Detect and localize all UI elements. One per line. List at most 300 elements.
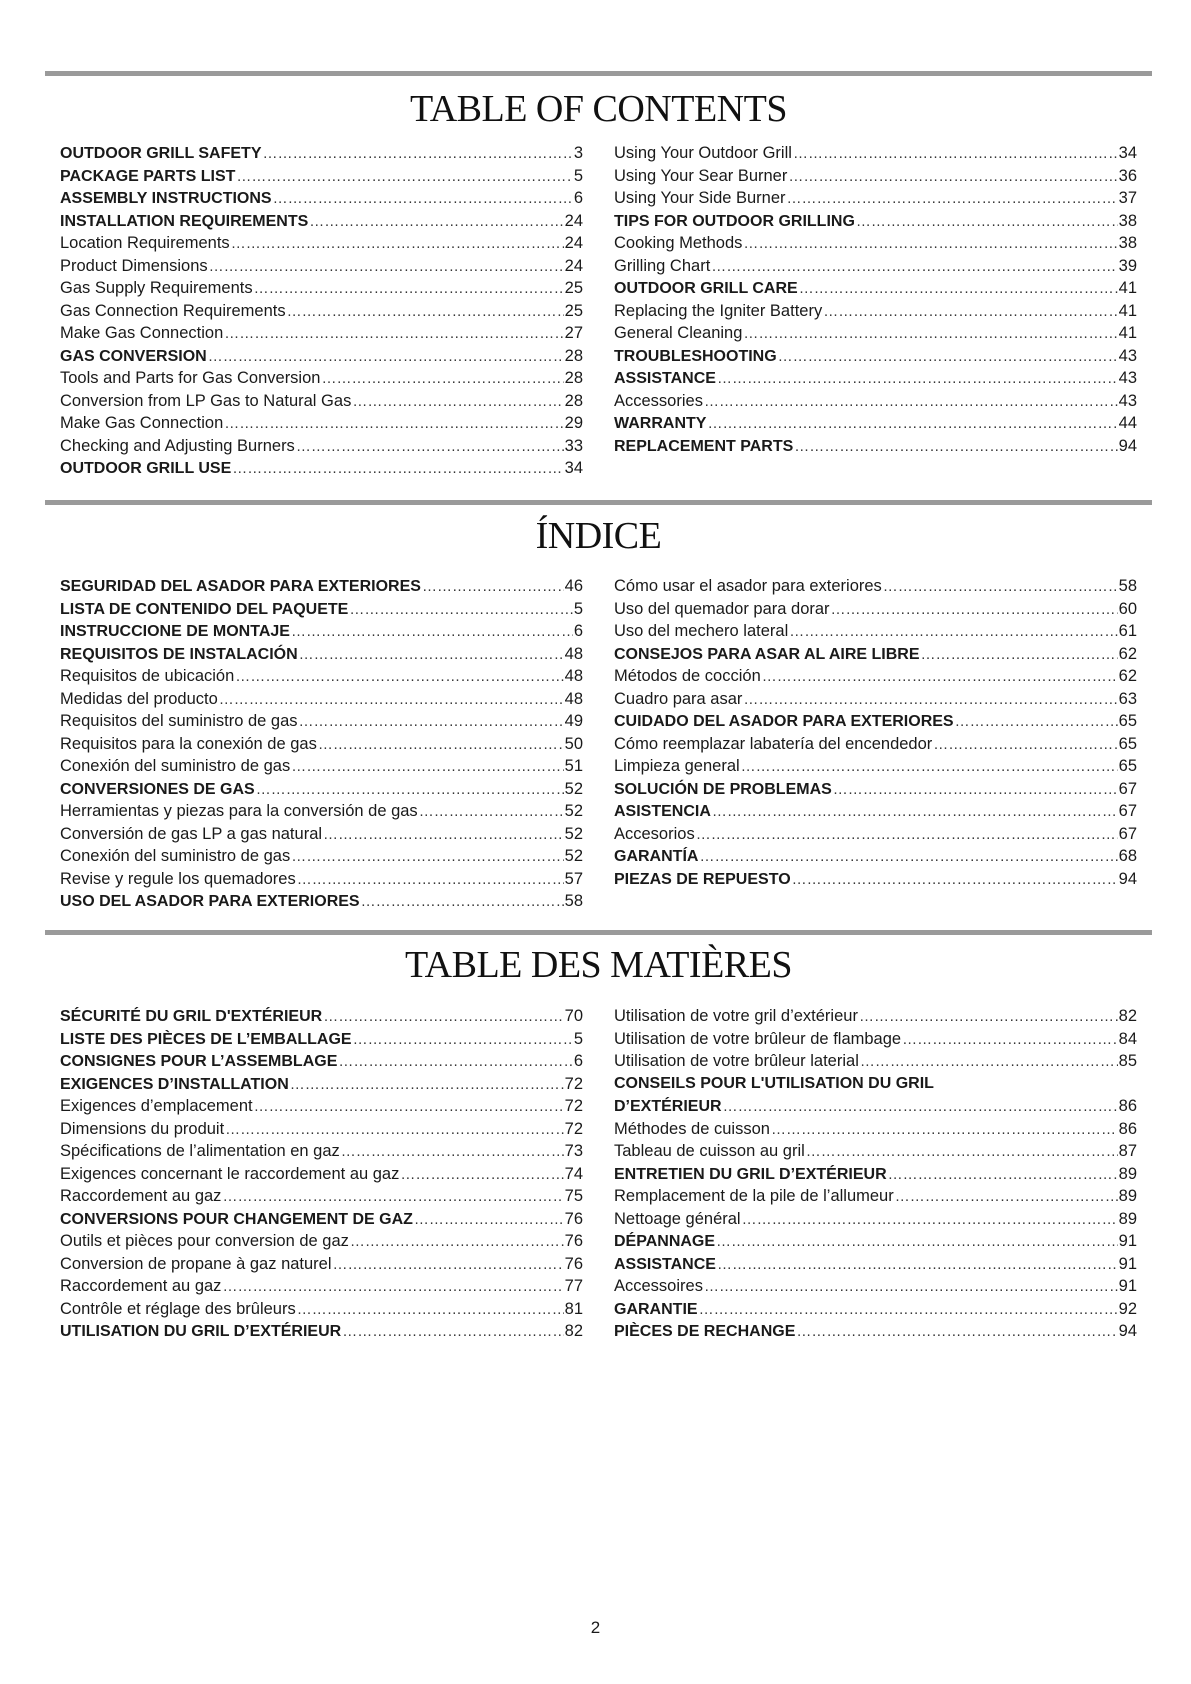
- toc-entry: [60, 1185, 583, 1208]
- toc-entry-page: 92: [1118, 1299, 1137, 1318]
- toc-entry-title: Requisitos para la conexión de gas: [60, 734, 317, 753]
- toc-dot-leader: [291, 846, 563, 868]
- toc-entry: [60, 1298, 583, 1321]
- toc-dot-leader: [224, 413, 563, 435]
- toc-dot-leader: [762, 666, 1118, 688]
- toc-entry-page: 63: [1118, 689, 1137, 708]
- toc-dot-leader: [883, 576, 1118, 598]
- toc-entry-title: PIEZAS DE REPUESTO: [614, 870, 791, 888]
- toc-entry-title: CONSEJOS PARA ASAR AL AIRE LIBRE: [614, 645, 920, 663]
- toc-entry-title: Raccordement au gaz: [60, 1277, 222, 1295]
- toc-dot-leader: [219, 689, 564, 711]
- toc-entry: [614, 688, 1137, 711]
- toc-entry: [60, 643, 583, 666]
- toc-entry: [614, 1208, 1137, 1231]
- toc-dot-leader: [823, 301, 1117, 323]
- toc-entry: [60, 1028, 583, 1051]
- toc-entry-title: Product Dimensions: [60, 256, 208, 275]
- toc-dot-leader: [799, 278, 1118, 300]
- toc-dot-leader: [400, 1164, 563, 1186]
- toc-entry-title: CUIDADO DEL ASADOR PARA EXTERIORES: [614, 713, 954, 730]
- toc-entry-title: Méthodes de cuisson: [614, 1119, 770, 1138]
- toc-entry-title: OUTDOOR GRILL SAFETY: [60, 145, 262, 162]
- toc-dot-leader: [743, 689, 1117, 711]
- toc-entry-page: 61: [1118, 622, 1137, 640]
- toc-entry: [60, 1118, 583, 1141]
- toc-entry-title: Conversión de gas LP a gas natural: [60, 824, 323, 843]
- toc-entry: [60, 778, 583, 801]
- toc-dot-leader: [696, 824, 1118, 846]
- toc-entry-title: Contrôle et réglage des brûleurs: [60, 1299, 296, 1318]
- toc-entry-page: 29: [564, 414, 583, 432]
- toc-entry-title: Tools and Parts for Gas Conversion: [60, 369, 321, 387]
- toc-entry-page: 28: [564, 369, 583, 387]
- toc-entry-title: REQUISITOS DE INSTALACIÓN: [60, 645, 298, 663]
- toc-dot-leader: [789, 621, 1117, 643]
- toc-dot-leader: [794, 436, 1117, 458]
- toc-entry-page: 5: [573, 166, 583, 185]
- toc-dot-leader: [338, 1051, 572, 1073]
- toc-dot-leader: [349, 599, 573, 621]
- toc-entry-page: 58: [564, 892, 583, 910]
- toc-dot-leader: [955, 711, 1118, 733]
- toc-entry-title: Utilisation de votre brûleur laterial: [614, 1052, 859, 1070]
- toc-entry-title: General Cleaning: [614, 324, 743, 342]
- toc-entry-title: Requisitos de ubicación: [60, 667, 235, 685]
- toc-entry-page: 76: [564, 1232, 583, 1250]
- toc-dot-leader: [222, 1186, 563, 1208]
- toc-entry-title: ENTRETIEN DU GRIL D’EXTÉRIEUR: [614, 1165, 887, 1183]
- toc-entry-page: 82: [1118, 1007, 1137, 1025]
- toc-entry: [614, 322, 1137, 345]
- toc-entry-title: ASSEMBLY INSTRUCTIONS: [60, 190, 272, 207]
- toc-dot-leader: [793, 143, 1118, 165]
- toc-entry: [60, 435, 583, 458]
- toc-entry-page: 48: [564, 644, 583, 663]
- toc-entry-title: Gas Connection Requirements: [60, 301, 286, 320]
- toc-entry-title: Accesorios: [614, 824, 695, 843]
- toc-dot-leader: [699, 846, 1117, 868]
- toc-entry-title: Conversion from LP Gas to Natural Gas: [60, 391, 352, 410]
- toc-dot-leader: [225, 1119, 563, 1141]
- toc-entry: [60, 755, 583, 778]
- toc-entry: [60, 1208, 583, 1231]
- toc-entry-page: 94: [1118, 436, 1137, 455]
- toc-entry-page: 68: [1118, 847, 1137, 865]
- section-title: ÍNDICE: [535, 515, 662, 557]
- toc-entry-page: 5: [573, 1029, 583, 1048]
- toc-dot-leader: [743, 233, 1117, 255]
- toc-entry-title: GARANTÍA: [614, 848, 699, 865]
- toc-entry-page: 28: [564, 391, 583, 410]
- toc-entry: [614, 1050, 1137, 1073]
- toc-entry-page: 27: [564, 324, 583, 342]
- toc-entry-title: Utilisation de votre brûleur de flambage: [614, 1029, 902, 1048]
- toc-dot-leader: [208, 346, 564, 368]
- toc-entry-page: 24: [564, 211, 583, 230]
- toc-entry-page: 91: [1118, 1254, 1137, 1273]
- toc-entry-title: Make Gas Connection: [60, 414, 224, 432]
- toc-entry-title: Gas Supply Requirements: [60, 279, 253, 297]
- toc-dot-leader: [323, 824, 564, 846]
- toc-entry: [60, 868, 583, 891]
- section-divider: [45, 930, 1152, 935]
- toc-entry-title: Conexión del suministro de gas: [60, 757, 291, 775]
- toc-entry: [614, 1073, 1137, 1096]
- toc-dot-leader: [291, 756, 563, 778]
- toc-entry-title: Conexión del suministro de gas: [60, 847, 291, 865]
- toc-entry: [60, 1163, 583, 1186]
- toc-entry-title: Using Your Sear Burner: [614, 166, 788, 185]
- toc-entry: [614, 575, 1137, 598]
- toc-entry: [60, 688, 583, 711]
- toc-dot-leader: [290, 1074, 564, 1096]
- toc-right-column: [614, 142, 1137, 457]
- toc-entry: [614, 868, 1137, 891]
- toc-entry-title: SOLUCIÓN DE PROBLEMAS: [614, 780, 832, 798]
- toc-entry-page: 67: [1118, 802, 1137, 820]
- toc-dot-leader: [361, 891, 564, 913]
- toc-entry-page: 89: [1118, 1209, 1137, 1228]
- toc-entry-page: 62: [1118, 644, 1137, 663]
- toc-entry: [60, 1073, 583, 1096]
- toc-dot-leader: [788, 166, 1117, 188]
- toc-entry-title: Checking and Adjusting Burners: [60, 436, 295, 455]
- toc-dot-leader: [273, 188, 573, 210]
- toc-entry-title: CONSIGNES POUR L’ASSEMBLAGE: [60, 1053, 338, 1070]
- toc-entry: [614, 1163, 1137, 1186]
- toc-entry-title: Exigences d’emplacement: [60, 1097, 253, 1115]
- toc-entry-title: ASISTENCIA: [614, 803, 711, 820]
- toc-entry-page: 44: [1118, 414, 1137, 432]
- toc-entry-page: 25: [564, 301, 583, 320]
- toc-dot-leader: [422, 576, 564, 598]
- toc-entry: [614, 1298, 1137, 1321]
- toc-dot-leader: [933, 734, 1117, 756]
- toc-entry-title: Cómo usar el asador para exteriores: [614, 577, 882, 595]
- toc-dot-leader: [741, 756, 1118, 778]
- toc-entry: [60, 1320, 583, 1343]
- toc-dot-leader: [856, 211, 1118, 233]
- toc-entry: [614, 778, 1137, 801]
- toc-entry-title: Using Your Side Burner: [614, 189, 786, 207]
- toc-entry-page: 52: [564, 824, 583, 843]
- toc-entry-title: Utilisation de votre gril d’extérieur: [614, 1007, 858, 1025]
- toc-entry: [60, 390, 583, 413]
- toc-entry: [614, 710, 1137, 733]
- toc-dot-leader: [309, 211, 563, 233]
- toc-dot-leader: [231, 233, 564, 255]
- toc-entry-title: EXIGENCES D’INSTALLATION: [60, 1075, 289, 1093]
- toc-entry-page: 60: [1118, 599, 1137, 618]
- toc-entry-page: 25: [564, 279, 583, 297]
- toc-entry: [614, 345, 1137, 368]
- toc-dot-leader: [831, 599, 1118, 621]
- toc-entry: [60, 187, 583, 210]
- toc-entry: [60, 345, 583, 368]
- toc-entry-title: Uso del quemador para dorar: [614, 599, 830, 618]
- toc-entry-page: 73: [564, 1142, 583, 1160]
- section-divider: [45, 71, 1152, 76]
- toc-dot-leader: [723, 1096, 1118, 1118]
- toc-entry-title: Raccordement au gaz: [60, 1187, 222, 1205]
- toc-entry-page: 75: [564, 1187, 583, 1205]
- toc-entry-page: 43: [1118, 369, 1137, 387]
- toc-entry-page: 43: [1118, 346, 1137, 365]
- toc-entry-page: 82: [564, 1322, 583, 1340]
- toc-dot-leader: [921, 644, 1118, 666]
- toc-entry: [614, 800, 1137, 823]
- toc-entry-page: 38: [1118, 234, 1137, 252]
- toc-entry-page: 43: [1118, 391, 1137, 410]
- toc-dot-leader: [704, 1276, 1118, 1298]
- toc-dot-leader: [299, 711, 564, 733]
- toc-entry-page: 24: [564, 256, 583, 275]
- toc-entry: [614, 390, 1137, 413]
- toc-entry-page: 49: [564, 712, 583, 730]
- toc-entry: [614, 165, 1137, 188]
- toc-entry-title: TIPS FOR OUTDOOR GRILLING: [614, 212, 855, 230]
- toc-entry-page: 67: [1118, 824, 1137, 843]
- toc-entry: [60, 300, 583, 323]
- toc-entry-page: 94: [1118, 869, 1137, 888]
- toc-entry-page: 65: [1118, 734, 1137, 753]
- toc-entry: [614, 142, 1137, 165]
- toc-dot-leader: [353, 1029, 573, 1051]
- toc-entry-page: 72: [564, 1119, 583, 1138]
- toc-entry-page: 65: [1118, 757, 1137, 775]
- toc-dot-leader: [707, 413, 1117, 435]
- toc-dot-leader: [350, 1231, 564, 1253]
- toc-entry: [60, 710, 583, 733]
- toc-dot-leader: [254, 1096, 564, 1118]
- toc-entry: [614, 1028, 1137, 1051]
- toc-entry-title: CONSEILS POUR L'UTILISATION DU GRIL: [614, 1074, 934, 1092]
- toc-entry: [60, 457, 583, 480]
- toc-dot-leader: [717, 1254, 1118, 1276]
- toc-entry: [614, 277, 1137, 300]
- toc-entry: [614, 643, 1137, 666]
- toc-entry-title: Accessories: [614, 391, 703, 410]
- toc-entry-title: Requisitos del suministro de gas: [60, 712, 298, 730]
- toc-entry-title: Exigences concernant le raccordement au gaz: [60, 1164, 400, 1183]
- toc-dot-leader: [224, 323, 563, 345]
- toc-entry: [60, 1005, 583, 1028]
- toc-entry-title: D’EXTÉRIEUR: [614, 1098, 722, 1115]
- toc-dot-leader: [414, 1209, 564, 1231]
- toc-entry: [614, 755, 1137, 778]
- toc-dot-leader: [262, 143, 572, 165]
- toc-entry-title: Grilling Chart: [614, 256, 711, 275]
- toc-entry: [614, 210, 1137, 233]
- toc-dot-leader: [318, 734, 564, 756]
- toc-entry-page: 48: [564, 689, 583, 708]
- toc-entry-title: Revise y regule los quemadores: [60, 869, 296, 888]
- toc-left-column: [60, 1005, 583, 1343]
- toc-entry-title: SÉCURITÉ DU GRIL D'EXTÉRIEUR: [60, 1008, 323, 1025]
- toc-entry-title: WARRANTY: [614, 415, 707, 432]
- toc-entry: [614, 1118, 1137, 1141]
- toc-entry-title: Remplacement de la pile de l’allumeur: [614, 1187, 894, 1205]
- toc-entry: [60, 232, 583, 255]
- toc-entry-title: CONVERSIONS POUR CHANGEMENT DE GAZ: [60, 1210, 413, 1228]
- toc-entry: [614, 1253, 1137, 1276]
- toc-entry: [614, 665, 1137, 688]
- toc-dot-leader: [742, 1209, 1118, 1231]
- toc-entry: [60, 1140, 583, 1163]
- toc-dot-leader: [711, 256, 1117, 278]
- toc-entry-page: 58: [1118, 577, 1137, 595]
- toc-entry: [614, 620, 1137, 643]
- toc-entry-title: LISTA DE CONTENIDO DEL PAQUETE: [60, 600, 349, 618]
- toc-entry-page: 34: [1118, 144, 1137, 162]
- section-title: TABLE OF CONTENTS: [410, 88, 787, 130]
- toc-entry: [60, 598, 583, 621]
- toc-entry-page: 36: [1118, 166, 1137, 185]
- toc-entry-page: 24: [564, 234, 583, 252]
- toc-entry: [614, 367, 1137, 390]
- toc-dot-leader: [235, 666, 563, 688]
- toc-entry: [614, 823, 1137, 846]
- toc-dot-leader: [699, 1299, 1118, 1321]
- toc-entry-page: 67: [1118, 779, 1137, 798]
- toc-entry-page: 48: [564, 667, 583, 685]
- toc-entry-page: 84: [1118, 1029, 1137, 1048]
- toc-entry-page: 72: [564, 1074, 583, 1093]
- toc-entry-title: ASSISTANCE: [614, 370, 716, 387]
- toc-entry-title: PACKAGE PARTS LIST: [60, 167, 236, 185]
- toc-dot-leader: [716, 1231, 1118, 1253]
- toc-entry-page: 33: [564, 436, 583, 455]
- toc-entry-page: 38: [1118, 211, 1137, 230]
- toc-entry: [614, 1320, 1137, 1343]
- toc-dot-leader: [895, 1186, 1118, 1208]
- toc-entry-title: ASSISTANCE: [614, 1255, 716, 1273]
- toc-entry-title: Cooking Methods: [614, 234, 743, 252]
- toc-entry-page: 39: [1118, 256, 1137, 275]
- toc-entry-page: 46: [564, 577, 583, 595]
- toc-entry-page: 41: [1118, 279, 1137, 297]
- toc-dot-leader: [297, 869, 564, 891]
- toc-dot-leader: [323, 1006, 563, 1028]
- toc-right-column: [614, 1005, 1137, 1343]
- toc-entry-page: 52: [564, 847, 583, 865]
- toc-entry: [614, 435, 1137, 458]
- toc-entry: [614, 1185, 1137, 1208]
- toc-left-column: [60, 575, 583, 913]
- toc-entry-title: INSTRUCCIONE DE MONTAJE: [60, 623, 290, 640]
- toc-entry: [60, 845, 583, 868]
- toc-entry-title: Cuadro para asar: [614, 689, 743, 708]
- toc-entry-title: CONVERSIONES DE GAS: [60, 780, 255, 798]
- toc-dot-leader: [299, 644, 564, 666]
- toc-entry: [614, 255, 1137, 278]
- toc-entry: [60, 1095, 583, 1118]
- toc-entry-title: INSTALLATION REQUIREMENTS: [60, 212, 309, 230]
- toc-dot-leader: [806, 1141, 1118, 1163]
- toc-entry-title: Herramientas y piezas para la conversión de gas: [60, 802, 418, 820]
- toc-entry: [60, 800, 583, 823]
- toc-entry-title: Dimensions du produit: [60, 1119, 225, 1138]
- toc-entry: [60, 665, 583, 688]
- toc-dot-leader: [256, 779, 564, 801]
- toc-entry-page: 94: [1118, 1322, 1137, 1340]
- toc-entry-page: 72: [564, 1097, 583, 1115]
- toc-entry-page: 37: [1118, 189, 1137, 207]
- toc-entry-title: DÉPANNAGE: [614, 1233, 716, 1250]
- toc-entry: [60, 1275, 583, 1298]
- toc-entry: [614, 412, 1137, 435]
- section-title: TABLE DES MATIÈRES: [405, 944, 792, 986]
- toc-dot-leader: [222, 1276, 563, 1298]
- toc-entry: [60, 890, 583, 913]
- toc-entry: [60, 1230, 583, 1253]
- toc-entry-title: Outils et pièces pour conversion de gaz: [60, 1232, 349, 1250]
- toc-dot-leader: [787, 188, 1118, 210]
- toc-dot-leader: [859, 1006, 1118, 1028]
- toc-entry-page: 50: [564, 734, 583, 753]
- toc-dot-leader: [291, 621, 573, 643]
- toc-entry: [614, 187, 1137, 210]
- toc-entry-title: Tableau de cuisson au gril: [614, 1142, 805, 1160]
- toc-dot-leader: [833, 779, 1118, 801]
- toc-dot-leader: [902, 1029, 1118, 1051]
- toc-entry-page: 89: [1118, 1164, 1137, 1183]
- toc-entry-page: 76: [564, 1209, 583, 1228]
- toc-entry: [60, 1253, 583, 1276]
- toc-entry-title: Using Your Outdoor Grill: [614, 144, 792, 162]
- toc-entry-title: USO DEL ASADOR PARA EXTERIORES: [60, 893, 360, 910]
- toc-entry-page: 41: [1118, 324, 1137, 342]
- toc-entry-page: 87: [1118, 1142, 1137, 1160]
- toc-dot-leader: [209, 256, 564, 278]
- toc-dot-leader: [352, 391, 563, 413]
- toc-entry-page: 57: [564, 869, 583, 888]
- toc-dot-leader: [287, 301, 564, 323]
- toc-dot-leader: [860, 1051, 1118, 1073]
- toc-dot-leader: [333, 1254, 564, 1276]
- toc-entry: [614, 598, 1137, 621]
- toc-dot-leader: [796, 1321, 1117, 1343]
- toc-dot-leader: [342, 1321, 563, 1343]
- toc-entry: [60, 142, 583, 165]
- toc-entry-title: GAS CONVERSION: [60, 347, 207, 365]
- toc-entry-page: 34: [564, 459, 583, 477]
- toc-entry-title: LISTE DES PIÈCES DE L’EMBALLAGE: [60, 1030, 352, 1048]
- toc-entry-title: Conversion de propane à gaz naturel: [60, 1254, 332, 1273]
- toc-entry-title: Make Gas Connection: [60, 324, 224, 342]
- toc-entry-page: 3: [573, 144, 583, 162]
- toc-entry: [60, 165, 583, 188]
- toc-entry-page: 52: [564, 779, 583, 798]
- toc-entry: [60, 733, 583, 756]
- toc-entry-page: 76: [564, 1254, 583, 1273]
- toc-entry-page: 51: [564, 757, 583, 775]
- toc-entry: [60, 367, 583, 390]
- toc-dot-leader: [232, 458, 563, 480]
- toc-entry-title: Accessoires: [614, 1277, 703, 1295]
- toc-entry: [614, 1275, 1137, 1298]
- section-divider: [45, 500, 1152, 505]
- toc-dot-leader: [236, 166, 572, 188]
- toc-dot-leader: [717, 368, 1118, 390]
- toc-entry: [60, 255, 583, 278]
- toc-entry-title: TROUBLESHOOTING: [614, 347, 777, 365]
- toc-entry-title: Uso del mechero lateral: [614, 622, 789, 640]
- toc-dot-leader: [321, 368, 563, 390]
- toc-entry: [60, 575, 583, 598]
- toc-dot-leader: [888, 1164, 1118, 1186]
